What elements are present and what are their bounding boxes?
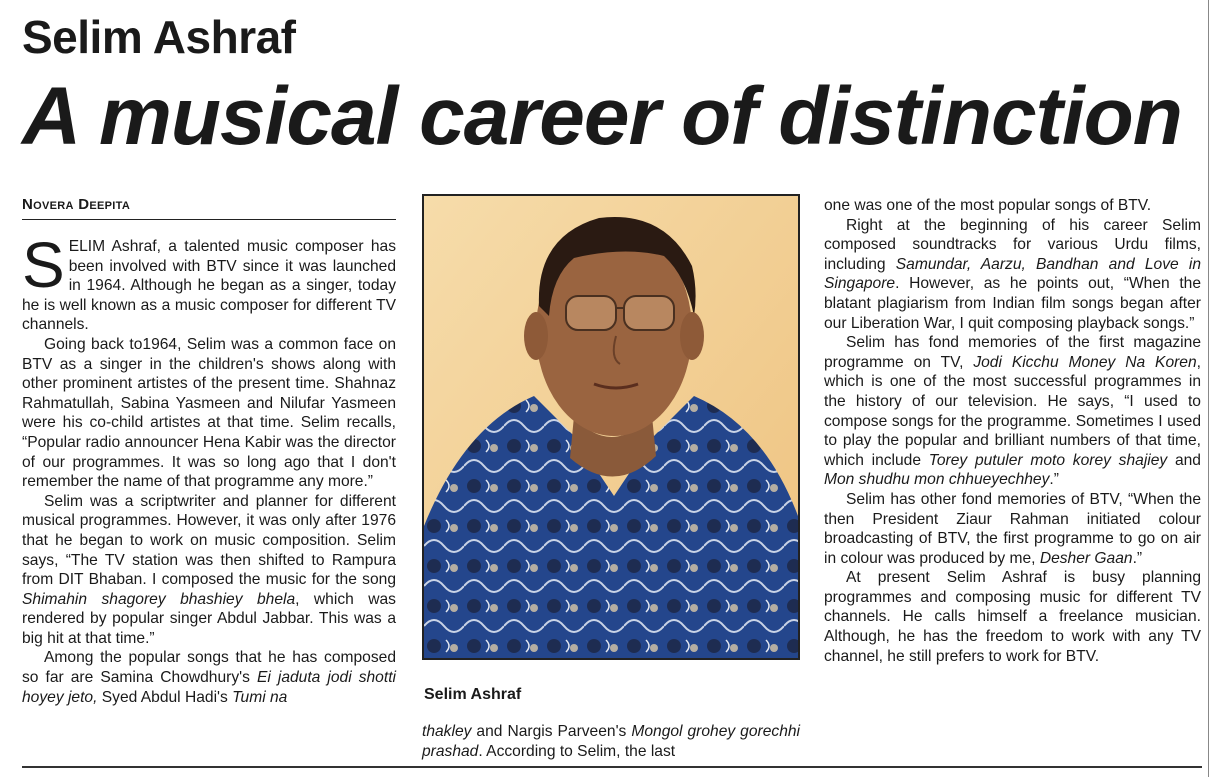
paragraph: one was one of the most popular songs of BTV. <box>824 197 1152 214</box>
text-run: , which was rendered by popular singer Abdul Jabbar. This was a big hit at that time.” <box>22 590 396 647</box>
paragraph <box>22 492 396 649</box>
paragraph <box>824 333 1201 490</box>
portrait-photo <box>422 194 800 660</box>
song-title: Torey putuler moto korey shajiey <box>928 451 1168 469</box>
song-title: thakley <box>422 723 472 740</box>
headline: A musical career of distinction <box>22 71 1182 162</box>
song-title: Ei jaduta jodi shotti hoyey jeto, <box>22 669 396 706</box>
text-run: .” <box>1049 471 1059 489</box>
paragraph <box>824 490 1201 568</box>
text-run: . However, as he points out, “When the blatant plagiarism from Indian film songs began after our Liberation War, I quit composing playback songs.” <box>824 275 1201 332</box>
right-border-rule <box>1208 0 1209 777</box>
photo-caption: Selim Ashraf <box>424 686 522 703</box>
text-run: and <box>1167 451 1201 469</box>
paragraph: Going back to1964, Selim was a common face on BTV as a singer in the children's shows along with other prominent artistes of the present time. Shahnaz Rahmatullah, Sabina Yasmeen and Nilufar Yasmeen were his co-child artistes at that time. Selim recalls, “Popular radio announcer Hena Kabir was the director of our programmes. It was so long ago that I don't remember the name of that programme any more.” <box>22 335 396 491</box>
song-title: Mon shudhu mon chhueyechhey <box>824 471 1050 489</box>
paragraph: At present Selim Ashraf is busy planning programmes and composing music for different TV channels. He calls himself a freelance musician. Although, he has the freedom to work with any TV channel, he still prefers to work for BTV. <box>824 569 1201 665</box>
film-titles: Samundar, Aarzu, Bandhan and Love in Singapore <box>824 255 1201 293</box>
column-1 <box>22 229 396 707</box>
text-run: , which is one of the most successful programmes in the history of our television. He says, “I used to compose songs for the programme. Sometimes I used to play the popular and brilliant numbers of that time, which include <box>824 353 1201 469</box>
bottom-rule <box>22 766 1202 768</box>
column-2 <box>422 722 800 761</box>
text-run: Right at the beginning of his career Selim composed soundtracks for various Urdu films, including <box>824 216 1201 273</box>
text-run: Selim was a scriptwriter and planner for different musical programmes. However, it was only after 1976 that he began to work on music composition. Selim says, “The TV station was then shifted to Rampura from DIT Bhaban. I composed the music for the song <box>22 492 396 589</box>
text-run: Syed Abdul Hadi's <box>97 688 233 706</box>
song-title: Mongol grohey gorechhi prashad <box>422 723 800 760</box>
text-run: . According to Selim, the last <box>478 742 676 760</box>
drop-cap: S <box>22 229 65 301</box>
programme-title: Desher Gaan <box>1039 549 1133 567</box>
byline: Novera Deepita <box>22 196 396 220</box>
paragraph <box>22 229 396 335</box>
song-title: Tumi na <box>232 688 288 706</box>
paragraph <box>422 722 800 761</box>
programme-title: Jodi Kicchu Money Na Koren <box>973 353 1197 371</box>
song-title: Shimahin shagorey bhashiey bhela <box>22 590 296 608</box>
text-run: Among the popular songs that he has composed so far are Samina Chowdhury's <box>22 649 396 687</box>
text-run: Selim has other fond memories of BTV, “When the then President Ziaur Rahman initiated colour broadcasting of BTV, the first programme to go on air in colour was produced by me, <box>824 490 1201 567</box>
paragraph <box>22 648 396 707</box>
portrait-illustration <box>424 196 798 658</box>
text-run: and Nargis Parveen's <box>471 723 632 740</box>
paragraph <box>824 216 1201 334</box>
column-3 <box>824 196 1201 666</box>
text-run: Selim has fond memories of the first magazine programme on TV, <box>824 334 1201 371</box>
kicker-title: Selim Ashraf <box>22 11 296 63</box>
paragraph-text: ELIM Ashraf, a talented music composer has been involved with BTV since it was launched in 1964. Although he began as a singer, today he is well known as a music composer for different TV channels. <box>22 238 396 334</box>
text-run: .” <box>1132 549 1143 567</box>
